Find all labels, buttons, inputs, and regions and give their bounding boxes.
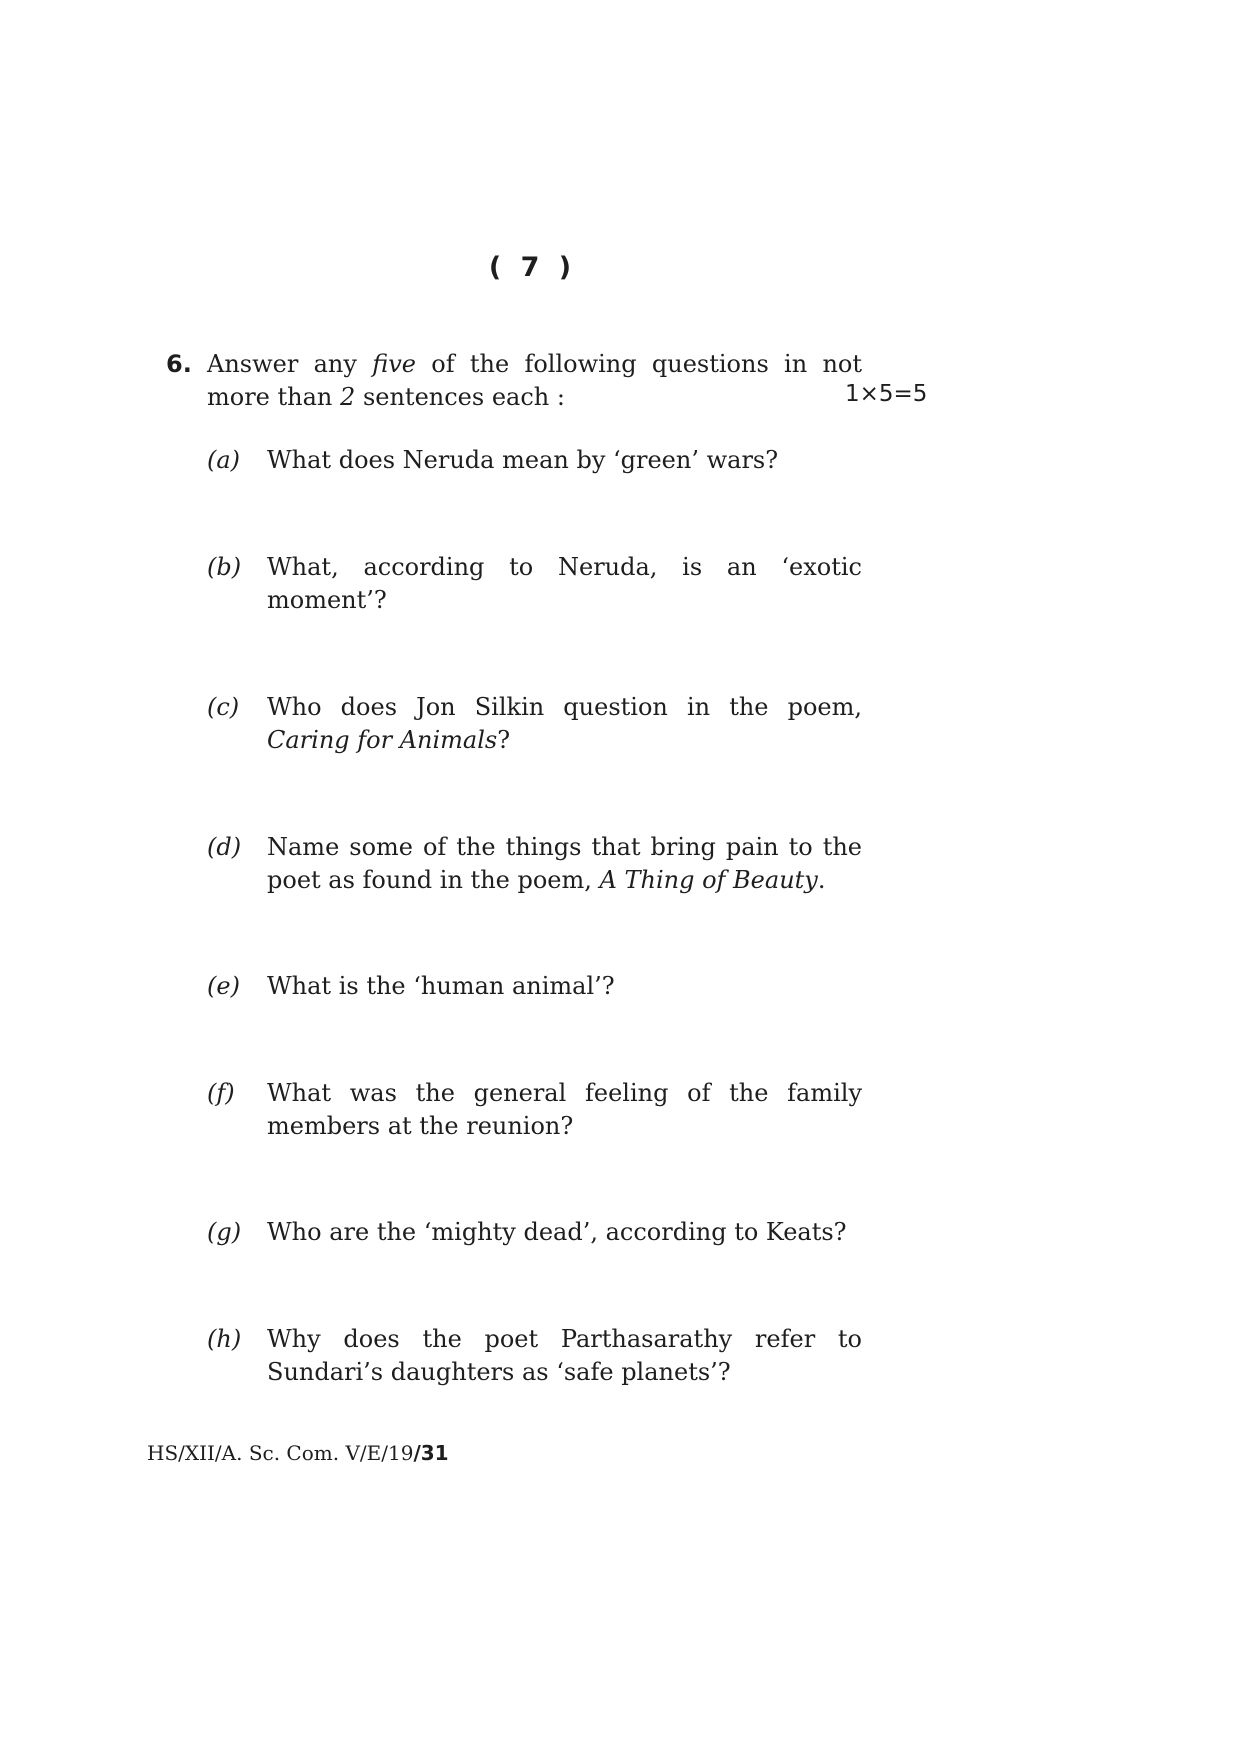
stem-text: of the following questions in not bbox=[431, 350, 862, 378]
stem-text: Answer any bbox=[207, 350, 357, 378]
stem-emphasis: five bbox=[372, 350, 416, 378]
subquestion-label: (f) bbox=[207, 1079, 235, 1107]
subquestion-text bbox=[267, 691, 862, 756]
subquestion-label: (g) bbox=[207, 1218, 242, 1246]
marks-allocation: 1×5=5 bbox=[845, 381, 928, 407]
subquestion-b bbox=[207, 551, 862, 616]
subquestion-g bbox=[207, 1216, 862, 1249]
subquestion-line: moment’? bbox=[267, 585, 387, 614]
subquestion-line: What does Neruda mean by ‘green’ wars? bbox=[267, 446, 779, 474]
subquestion-text bbox=[267, 1323, 862, 1388]
subquestion-text bbox=[267, 444, 862, 477]
punctuation: ? bbox=[497, 725, 511, 754]
stem-text: more than bbox=[207, 382, 333, 411]
subquestion-text bbox=[267, 1077, 862, 1142]
subquestion-line: members at the reunion? bbox=[267, 1111, 574, 1140]
subquestion-label: (c) bbox=[207, 693, 240, 721]
subquestion-text bbox=[267, 831, 862, 896]
paper-code-suffix: /31 bbox=[413, 1441, 449, 1465]
page-number: ( 7 ) bbox=[488, 252, 572, 283]
subquestion-line bbox=[267, 864, 862, 897]
subquestion-label: (h) bbox=[207, 1325, 242, 1353]
subquestion-line: What is the ‘human animal’? bbox=[267, 972, 615, 1000]
subquestion-line: Who does Jon Silkin question in the poem, bbox=[267, 693, 862, 721]
subquestion-line: Name some of the things that bring pain to the bbox=[267, 833, 862, 861]
subquestion-label: (b) bbox=[207, 553, 242, 581]
subquestion-line: What, according to Neruda, is an ‘exotic bbox=[267, 553, 862, 581]
stem-text: sentences each : bbox=[362, 382, 565, 411]
poem-title: Caring for Animals bbox=[267, 725, 498, 754]
subquestion-h bbox=[207, 1323, 862, 1388]
subquestion-line bbox=[267, 724, 862, 757]
subquestion-text bbox=[267, 970, 862, 1003]
subquestion-line: Why does the poet Parthasarathy refer to bbox=[267, 1325, 862, 1353]
subquestion-f bbox=[207, 1077, 862, 1142]
subquestion-text-part: poet as found in the poem, bbox=[267, 865, 592, 894]
subquestion-label: (a) bbox=[207, 446, 241, 474]
subquestion-a bbox=[207, 444, 862, 477]
question-stem-line-2 bbox=[207, 381, 862, 414]
question-stem bbox=[207, 348, 862, 413]
subquestion-line: What was the general feeling of the family bbox=[267, 1079, 862, 1107]
punctuation: . bbox=[817, 865, 826, 894]
poem-title: A Thing of Beauty bbox=[599, 865, 818, 894]
stem-emphasis: 2 bbox=[340, 382, 356, 411]
paper-code-footer bbox=[147, 1441, 449, 1465]
question-stem-line-1 bbox=[207, 348, 862, 381]
subquestion-line: Sundari’s daughters as ‘safe planets’? bbox=[267, 1357, 731, 1386]
subquestion-label: (e) bbox=[207, 972, 240, 1000]
paper-code: HS/XII/A. Sc. Com. V/E/19 bbox=[147, 1441, 414, 1465]
subquestion-d bbox=[207, 831, 862, 896]
subquestion-line: Who are the ‘mighty dead’, according to Keats? bbox=[267, 1218, 847, 1246]
question-number: 6. bbox=[166, 350, 192, 378]
subquestion-label: (d) bbox=[207, 833, 242, 861]
subquestion-e bbox=[207, 970, 862, 1003]
subquestion-text bbox=[267, 1216, 862, 1249]
subquestion-text bbox=[267, 551, 862, 616]
subquestion-c bbox=[207, 691, 862, 756]
